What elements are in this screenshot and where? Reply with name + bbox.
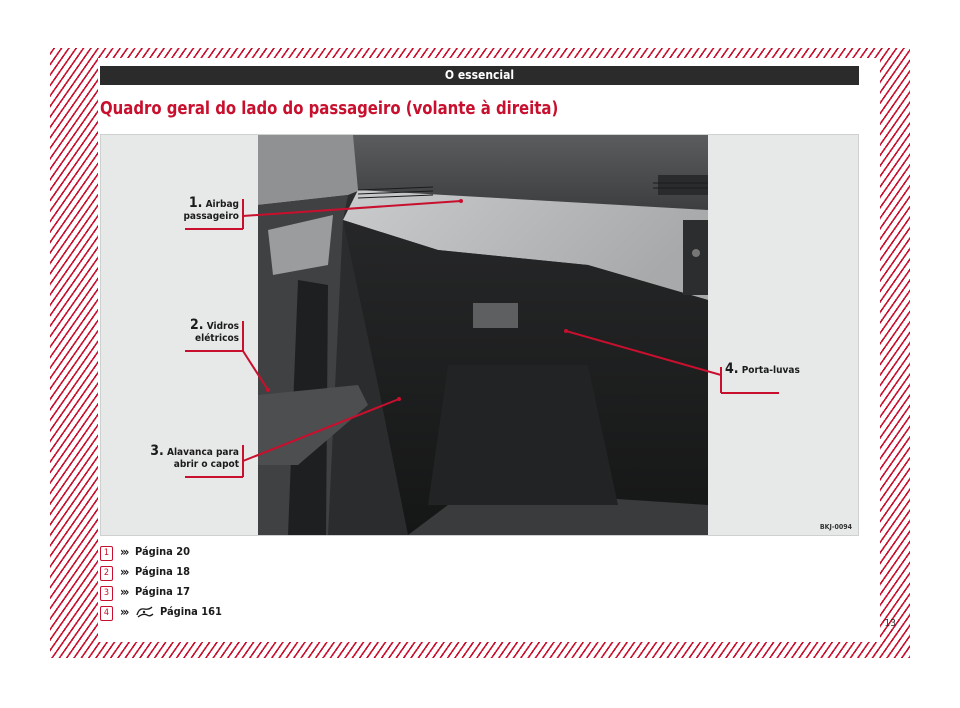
callout-label: Airbag: [205, 199, 239, 210]
arrow-icon: ›››: [120, 585, 128, 599]
page-number: 13: [884, 618, 896, 629]
reference-link[interactable]: Página 17: [135, 585, 191, 598]
care-manual-icon: [135, 605, 155, 619]
section-header: O essencial: [100, 66, 859, 85]
reference-link[interactable]: Página 18: [135, 565, 191, 578]
callout-number: 1.: [188, 195, 203, 211]
callout-label-2: passageiro: [183, 211, 239, 222]
reference-link[interactable]: Página 20: [135, 545, 191, 558]
callout-glovebox: [725, 363, 800, 377]
reference-item: [100, 544, 400, 562]
reference-item: [100, 584, 400, 602]
callout-label: Vidros: [206, 321, 239, 332]
reference-item: [100, 604, 400, 622]
callout-label-2: abrir o capot: [173, 459, 239, 470]
callout-label: Alavanca para: [166, 447, 239, 458]
callout-number: 2.: [190, 317, 204, 333]
callout-windows: [100, 319, 239, 345]
figure-passenger-side: [100, 134, 859, 536]
callout-airbag: [100, 197, 239, 223]
figure-code: BKJ-0094: [819, 523, 852, 531]
arrow-icon: ›››: [120, 565, 128, 579]
reference-badge: 4: [100, 606, 113, 621]
callout-label-2: elétricos: [195, 333, 239, 344]
callout-label: Porta-luvas: [741, 365, 800, 376]
callout-number: 4.: [725, 361, 739, 377]
page-title: Quadro geral do lado do passageiro (volante à direita): [100, 98, 559, 119]
reference-badge: 2: [100, 566, 113, 581]
callout-bonnet-lever: [100, 445, 239, 471]
reference-badge: 3: [100, 586, 113, 601]
callout-number: 3.: [150, 443, 164, 459]
reference-link[interactable]: Página 161: [160, 605, 222, 618]
arrow-icon: ›››: [120, 605, 128, 619]
reference-badge: 1: [100, 546, 113, 561]
dashboard-photo: [258, 135, 708, 535]
reference-item: [100, 564, 400, 582]
arrow-icon: ›››: [120, 545, 128, 559]
